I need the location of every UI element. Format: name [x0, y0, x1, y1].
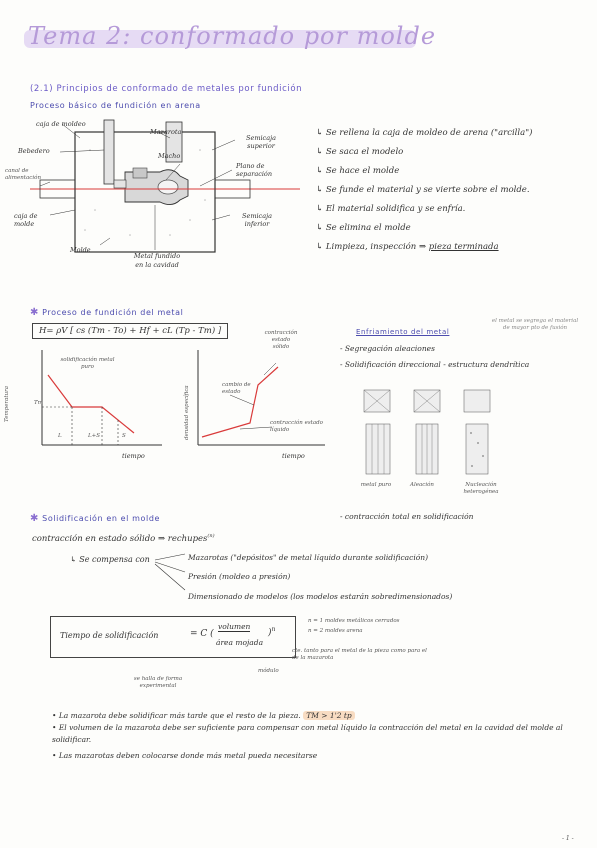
core — [158, 180, 178, 194]
chvorinov-den: área mojada — [216, 638, 264, 647]
step-item: ↳ Se saca el modelo — [316, 147, 404, 157]
label-semicaja-superior: Semicaja superior — [246, 134, 276, 150]
compensa-label: ↳ Se compensa con — [70, 555, 150, 564]
chvorinov-eq: = C ( — [190, 629, 214, 639]
bullet-item: • El volumen de la mazarota debe ser suficiente para compensar con metal líquido la contracción del metal en la cavidad del molde al solidificar. — [52, 723, 563, 744]
density-curve — [202, 367, 278, 437]
page-title: Tema 2: conformado por molde — [28, 22, 437, 50]
graph1-ylabel: Temperatura — [4, 385, 10, 422]
page-number: - 1 - — [562, 835, 574, 842]
step-item: ↳ Se hace el molde — [316, 166, 400, 176]
tm-highlight: TM > 1'2 tp — [303, 711, 355, 720]
exp-note-2: n = 2 moldes arena — [308, 628, 363, 634]
graph2-label-bottom: contracción estado líquido — [270, 420, 323, 433]
density-graph — [180, 345, 330, 470]
graph1-region-s: S — [122, 433, 126, 439]
sample-label-metal-puro: metal puro — [360, 482, 392, 488]
section-3-heading: ✱ Solidificación en el molde — [30, 513, 161, 524]
final-result: pieza terminada — [428, 242, 499, 252]
graph1-point-label: Tm — [34, 400, 43, 406]
step-item: ↳ Limpieza, inspección ⇒ pieza terminada — [316, 242, 499, 252]
graph1-xlabel: tiempo — [122, 452, 145, 460]
cooling-curve — [48, 375, 134, 433]
label-bebedero: Bebedero — [18, 147, 50, 155]
option-mazarotas: Mazarotas ("depósitos" de metal líquido durante solidificación) — [188, 553, 429, 562]
step-item: ↳ Se elimina el molde — [316, 223, 411, 233]
graph1-curve-label: solidificación metal puro — [60, 357, 115, 370]
section-2-heading: ✱ Proceso de fundición del metal — [30, 307, 184, 318]
graph1-region-ls: L+S — [88, 433, 101, 439]
graph2-label-top: contracción estado sólido — [264, 330, 298, 350]
runner — [114, 180, 126, 188]
sprue — [104, 120, 114, 184]
step-item: ↳ Se rellena la caja de moldeo de arena ("arcilla") — [316, 128, 533, 138]
heat-formula: H= ρV [ cs (Tm - To) + Hf + cL (Tp - Tm) ] — [32, 323, 228, 339]
section-1-subheading: Proceso básico de fundición en arena — [30, 101, 201, 110]
enfriamiento-item-1: - Segregación aleaciones — [340, 344, 435, 353]
graph2-ylabel: densidad específica — [184, 385, 190, 440]
bullet-list — [52, 710, 572, 762]
enfriamiento-heading: Enfriamiento del metal — [356, 328, 450, 336]
step-item: ↳ Se funde el material y se vierte sobre el molde. — [316, 185, 530, 195]
step-item: ↳ El material solidifica y se enfría. — [316, 204, 466, 214]
label-plano-separacion: Plano de separación — [236, 162, 273, 178]
bullet-item: • La mazarota debe solidificar más tarde que el resto de la pieza. TM > 1'2 tp — [52, 710, 572, 722]
se-halla-note: se halla de forma experimental — [133, 676, 183, 689]
label-molde: Molde — [70, 246, 91, 254]
label-mazarota: Mazarota — [150, 128, 182, 136]
option-presion: Presión (moldeo a presión) — [188, 572, 291, 581]
label-macho: Macho — [158, 152, 181, 160]
star-icon: ✱ — [30, 307, 39, 318]
star-icon: ✱ — [30, 513, 39, 524]
section-1-heading: (2.1) Principios de conformado de metales por fundición — [30, 84, 303, 94]
graph2-xlabel: tiempo — [282, 452, 305, 460]
exp-note-1: n = 1 moldes metálicos cerrados — [308, 618, 400, 624]
label-semicaja-inferior: Semicaja inferior — [242, 212, 272, 228]
modulo-note: módulo — [258, 668, 279, 674]
const-note: cte. tanto para el metal de la pieza como para el de la mazarota — [292, 648, 427, 661]
chvorinov-close: )$^n$ — [268, 626, 276, 638]
section-3-line1: contracción en estado sólido ⇒ rechupes$^{(n)}$ — [32, 533, 215, 544]
contraccion-total: - contracción total en solidificación — [340, 512, 474, 521]
enfriamiento-note: el metal se segrega el material de mayor pto de fusión — [491, 318, 579, 331]
graph1-region-l: L — [58, 433, 62, 439]
chvorinov-exp: n — [271, 626, 276, 633]
chvorinov-left: Tiempo de solidificación — [60, 631, 159, 640]
brace-arrows — [150, 548, 190, 598]
chvorinov-num: volumen — [218, 622, 251, 631]
option-dimensionado: Dimensionado de modelos (los modelos estarán sobredimensionados) — [188, 592, 453, 601]
label-caja-molde: caja de molde — [14, 212, 38, 228]
graph2-label-mid: cambio de estado — [222, 382, 251, 395]
label-canal-alimentacion: canal de alimentación — [5, 168, 41, 181]
steps-list — [316, 124, 532, 257]
label-caja-moldeo: caja de moldeo — [36, 120, 86, 128]
sample-label-aleacion: Aleación — [410, 482, 434, 488]
sample-label-nucleacion: Nucleación heterogénea — [463, 482, 499, 495]
grain-samples — [356, 388, 496, 488]
label-metal-fundido: Metal fundido en la cavidad — [133, 252, 181, 269]
bullet-item: • Las mazarotas deben colocarse donde más metal pueda necesitarse — [52, 751, 318, 760]
enfriamiento-item-2: - Solidificación direccional - estructura dendrítica — [340, 360, 530, 369]
